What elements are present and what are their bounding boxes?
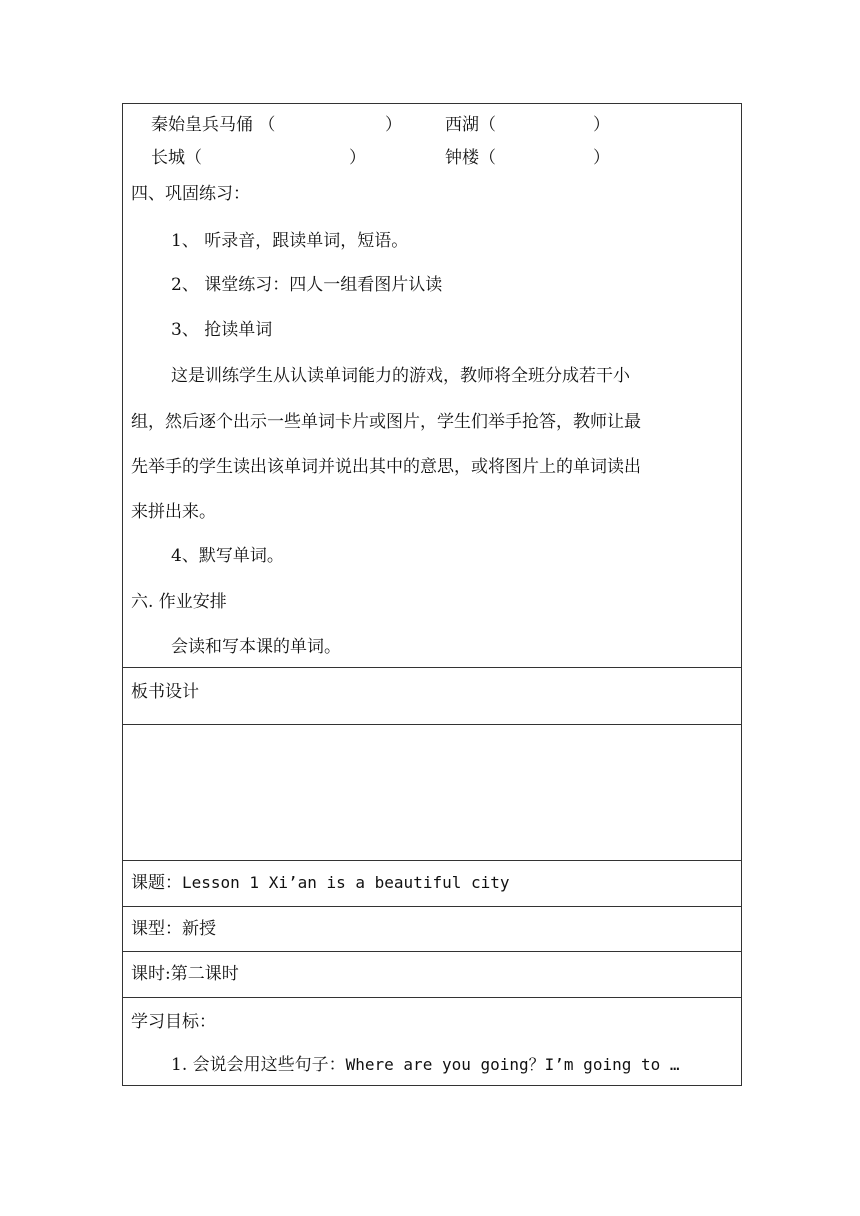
site-changcheng: 长城（ [151, 148, 202, 168]
bracket-close: ） [593, 115, 610, 135]
practice-item-2: 2、 课堂练习：四人一组看图片认读 [171, 275, 443, 295]
lesson-title-value: Lesson 1 Xi’an is a beautiful city [182, 873, 510, 892]
objective-1-english: Where are you going？I’m going to … [345, 1055, 680, 1074]
board-design-label: 板书设计 [131, 682, 199, 702]
lesson-period-row [123, 951, 741, 998]
lesson-period: 课时:第二课时 [131, 964, 239, 984]
game-description-line: 组，然后逐个出示一些单词卡片或图片，学生们举手抢答，教师让最 [131, 412, 641, 432]
objectives-row [123, 997, 741, 1085]
practice-item-1: 1、 听录音，跟读单词，短语。 [171, 231, 409, 251]
homework-text: 会读和写本课的单词。 [171, 637, 341, 657]
objectives-label: 学习目标： [131, 1012, 216, 1032]
board-design-area [123, 724, 741, 861]
practice-item-4: 4、默写单词。 [171, 546, 284, 566]
bracket-close: ） [349, 148, 366, 168]
lesson-title-row [123, 860, 741, 907]
site-zhonglou: 钟楼（ [445, 148, 496, 168]
site-xihu: 西湖（ [445, 115, 496, 135]
bracket-close: ） [385, 115, 402, 135]
game-description-line: 这是训练学生从认读单词能力的游戏，教师将全班分成若干小 [171, 366, 630, 386]
content-cell [123, 104, 741, 668]
lesson-title [131, 872, 510, 894]
lesson-type: 课型：新授 [131, 919, 216, 939]
practice-item-3: 3、 抢读单词 [171, 320, 273, 340]
board-design-row [123, 667, 741, 725]
game-description-line: 先举手的学生读出该单词并说出其中的意思，或将图片上的单词读出 [131, 457, 641, 477]
objective-1-prefix: 1. 会说会用这些句子： [171, 1055, 346, 1075]
lesson-type-row [123, 906, 741, 952]
objective-1 [171, 1054, 680, 1076]
lesson-title-label: 课题： [131, 873, 182, 893]
bracket-close: ） [593, 148, 610, 168]
site-qinshihuang: 秦始皇兵马俑 （ [151, 115, 276, 135]
section-6-heading: 六. 作业安排 [131, 592, 227, 612]
game-description-line: 来拼出来。 [131, 502, 216, 522]
lesson-plan-table [122, 103, 742, 1086]
section-4-heading: 四、巩固练习： [131, 184, 250, 204]
